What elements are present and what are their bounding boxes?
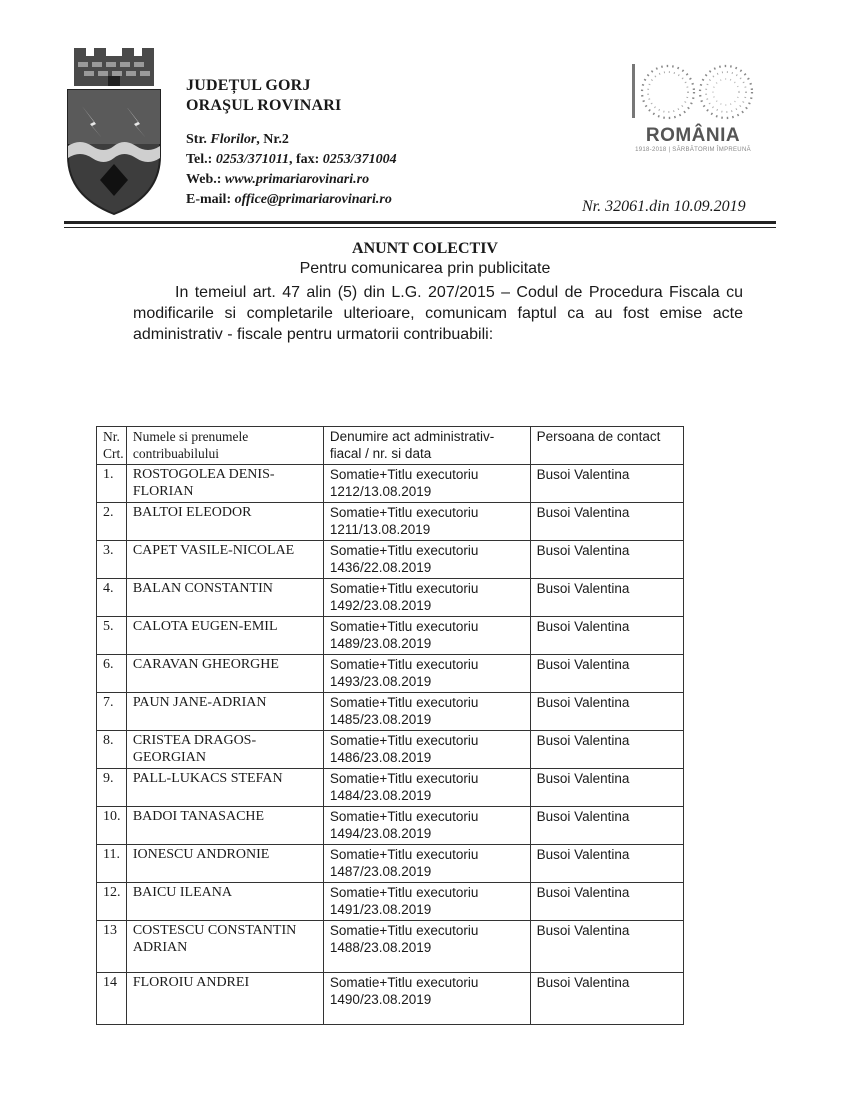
act-reference: 1211/13.08.2019 bbox=[329, 522, 431, 537]
table-row bbox=[97, 731, 684, 769]
taxpayer-name: BAICU ILEANA bbox=[126, 883, 323, 921]
table-row bbox=[97, 541, 684, 579]
row-number: 8. bbox=[97, 731, 127, 769]
act-cell bbox=[323, 769, 530, 807]
act-reference: 1493/23.08.2019 bbox=[329, 674, 432, 689]
row-number: 11. bbox=[97, 845, 127, 883]
row-number: 9. bbox=[97, 769, 127, 807]
act-cell bbox=[323, 465, 530, 503]
taxpayers-table bbox=[96, 426, 684, 1025]
email-link[interactable]: office@primariarovinari.ro bbox=[234, 192, 392, 207]
taxpayer-name: IONESCU ANDRONIE bbox=[126, 845, 323, 883]
act-reference: 1487/23.08.2019 bbox=[329, 864, 432, 879]
taxpayer-name: BADOI TANASACHE bbox=[126, 807, 323, 845]
contact-person: Busoi Valentina bbox=[530, 883, 683, 921]
act-cell bbox=[323, 579, 530, 617]
table-header-row bbox=[97, 427, 684, 465]
act-reference: 1488/23.08.2019 bbox=[329, 940, 432, 955]
county-name: JUDEȚUL GORJ bbox=[186, 77, 311, 94]
act-cell bbox=[323, 503, 530, 541]
contact-person: Busoi Valentina bbox=[530, 973, 683, 1025]
act-cell bbox=[323, 731, 530, 769]
act-type: Somatie+Titlu executoriu bbox=[329, 975, 479, 990]
contact-person: Busoi Valentina bbox=[530, 845, 683, 883]
email-line: E-mail: office@primariarovinari.ro bbox=[186, 192, 392, 207]
row-number: 5. bbox=[97, 617, 127, 655]
coat-of-arms-icon bbox=[64, 46, 164, 216]
column-header-act: Denumire act administrativ-fiacal / nr. si data bbox=[323, 427, 530, 465]
row-number: 10. bbox=[97, 807, 127, 845]
taxpayer-name: CAPET VASILE-NICOLAE bbox=[126, 541, 323, 579]
act-cell bbox=[323, 883, 530, 921]
act-reference: 1436/22.08.2019 bbox=[329, 560, 432, 575]
header-divider-thick bbox=[64, 221, 776, 224]
announcement-subtitle: Pentru comunicarea prin publicitate bbox=[299, 260, 551, 277]
act-reference: 1484/23.08.2019 bbox=[329, 788, 432, 803]
contact-person: Busoi Valentina bbox=[530, 921, 683, 973]
act-cell bbox=[323, 617, 530, 655]
web-line: Web.: www.primariarovinari.ro bbox=[186, 172, 370, 187]
row-number: 2. bbox=[97, 503, 127, 541]
row-number: 12. bbox=[97, 883, 127, 921]
act-type: Somatie+Titlu executoriu bbox=[329, 695, 479, 710]
header-divider-thin bbox=[64, 227, 776, 228]
table-row bbox=[97, 465, 684, 503]
contact-person: Busoi Valentina bbox=[530, 579, 683, 617]
centenary-logo-subtitle: 1918-2018 | SĂRBĂTORIM ÎMPREUNĂ bbox=[635, 147, 751, 153]
act-cell bbox=[323, 655, 530, 693]
table-row bbox=[97, 579, 684, 617]
table-row bbox=[97, 655, 684, 693]
taxpayer-name: PAUN JANE-ADRIAN bbox=[126, 693, 323, 731]
act-reference: 1489/23.08.2019 bbox=[329, 636, 432, 651]
table-row bbox=[97, 883, 684, 921]
act-cell bbox=[323, 845, 530, 883]
act-type: Somatie+Titlu executoriu bbox=[329, 847, 479, 862]
act-reference: 1494/23.08.2019 bbox=[329, 826, 432, 841]
address-line: Str. Florilor, Nr.2 bbox=[186, 132, 289, 147]
act-type: Somatie+Titlu executoriu bbox=[329, 581, 479, 596]
act-cell bbox=[323, 541, 530, 579]
table-row bbox=[97, 973, 684, 1025]
taxpayer-name: CRISTEA DRAGOS-GEORGIAN bbox=[126, 731, 323, 769]
taxpayer-name: ROSTOGOLEA DENIS-FLORIAN bbox=[126, 465, 323, 503]
act-type: Somatie+Titlu executoriu bbox=[329, 657, 479, 672]
centenary-logo-caption bbox=[630, 125, 756, 153]
act-type: Somatie+Titlu executoriu bbox=[329, 885, 479, 900]
table-row bbox=[97, 617, 684, 655]
contact-person: Busoi Valentina bbox=[530, 693, 683, 731]
contact-person: Busoi Valentina bbox=[530, 655, 683, 693]
taxpayer-name: PALL-LUKACS STEFAN bbox=[126, 769, 323, 807]
website-link[interactable]: www.primariarovinari.ro bbox=[224, 172, 370, 187]
act-cell bbox=[323, 693, 530, 731]
table-row bbox=[97, 921, 684, 973]
column-header-nr: Nr. Crt. bbox=[97, 427, 127, 465]
act-cell bbox=[323, 807, 530, 845]
act-reference: 1485/23.08.2019 bbox=[329, 712, 432, 727]
act-type: Somatie+Titlu executoriu bbox=[329, 733, 479, 748]
table-row bbox=[97, 503, 684, 541]
row-number: 4. bbox=[97, 579, 127, 617]
act-reference: 1212/13.08.2019 bbox=[329, 484, 432, 499]
act-type: Somatie+Titlu executoriu bbox=[329, 771, 479, 786]
registration-number: Nr. 32061.din 10.09.2019 bbox=[582, 198, 746, 215]
announcement-body: In temeiul art. 47 alin (5) din L.G. 207/2015 – Codul de Procedura Fiscala cu modificarile si completarile ulterioare, comunicam faptul ca au fost emise acte administrativ - fiscale pentru urmatorii contribuabili: bbox=[133, 284, 743, 343]
act-type: Somatie+Titlu executoriu bbox=[329, 543, 479, 558]
act-reference: 1491/23.08.2019 bbox=[329, 902, 432, 917]
act-type: Somatie+Titlu executoriu bbox=[329, 505, 479, 520]
row-number: 7. bbox=[97, 693, 127, 731]
act-reference: 1492/23.08.2019 bbox=[329, 598, 432, 613]
contact-person: Busoi Valentina bbox=[530, 503, 683, 541]
act-type: Somatie+Titlu executoriu bbox=[329, 923, 479, 938]
centenary-logo-word: ROMÂNIA bbox=[645, 125, 741, 146]
announcement-title: ANUNT COLECTIV bbox=[352, 240, 498, 257]
act-type: Somatie+Titlu executoriu bbox=[329, 619, 479, 634]
act-type: Somatie+Titlu executoriu bbox=[329, 467, 479, 482]
taxpayer-name: FLOROIU ANDREI bbox=[126, 973, 323, 1025]
row-number: 1. bbox=[97, 465, 127, 503]
row-number: 6. bbox=[97, 655, 127, 693]
contact-person: Busoi Valentina bbox=[530, 617, 683, 655]
taxpayer-name: COSTESCU CONSTANTIN ADRIAN bbox=[126, 921, 323, 973]
act-reference: 1490/23.08.2019 bbox=[329, 992, 432, 1007]
taxpayer-name: BALTOI ELEODOR bbox=[126, 503, 323, 541]
table-row bbox=[97, 769, 684, 807]
town-name: ORAŞUL ROVINARI bbox=[186, 97, 342, 114]
contact-person: Busoi Valentina bbox=[530, 769, 683, 807]
row-number: 14 bbox=[97, 973, 127, 1025]
taxpayer-name: CALOTA EUGEN-EMIL bbox=[126, 617, 323, 655]
row-number: 13 bbox=[97, 921, 127, 973]
act-cell bbox=[323, 973, 530, 1025]
row-number: 3. bbox=[97, 541, 127, 579]
municipality-header bbox=[186, 76, 397, 210]
act-reference: 1486/23.08.2019 bbox=[329, 750, 432, 765]
contact-person: Busoi Valentina bbox=[530, 541, 683, 579]
table-row bbox=[97, 807, 684, 845]
contact-person: Busoi Valentina bbox=[530, 465, 683, 503]
phone-line: Tel.: 0253/371011, fax: 0253/371004 bbox=[186, 152, 397, 167]
contact-person: Busoi Valentina bbox=[530, 731, 683, 769]
contact-person: Busoi Valentina bbox=[530, 807, 683, 845]
taxpayer-name: BALAN CONSTANTIN bbox=[126, 579, 323, 617]
act-type: Somatie+Titlu executoriu bbox=[329, 809, 479, 824]
taxpayer-name: CARAVAN GHEORGHE bbox=[126, 655, 323, 693]
column-header-name: Numele si prenumele contribuabilului bbox=[126, 427, 323, 465]
act-cell bbox=[323, 921, 530, 973]
table-row bbox=[97, 845, 684, 883]
column-header-contact: Persoana de contact bbox=[530, 427, 683, 465]
table-row bbox=[97, 693, 684, 731]
